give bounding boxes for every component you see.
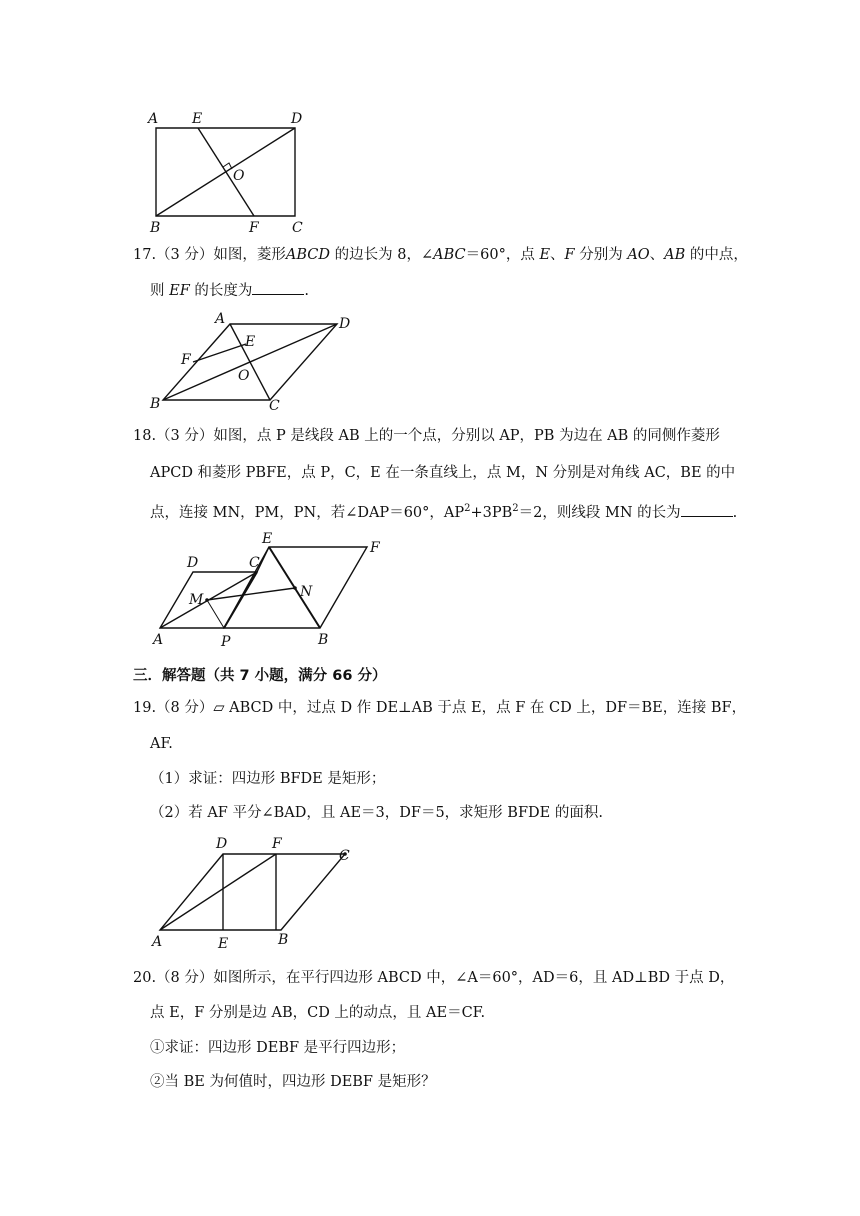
label-b: B: [150, 220, 161, 236]
q20-line-1: 20.（8 分）如图所示，在平行四边形 ABCD 中，∠A＝60°，AD＝6，且 AD⊥BD 于点 D，: [133, 970, 735, 986]
label-a: A: [215, 311, 226, 327]
q20-part-2: ②当 BE 为何值时，四边形 DEBF 是矩形？: [150, 1074, 436, 1090]
q19-part-2: （2）若 AF 平分∠BAD，且 AE＝3，DF＝5，求矩形 BFDE 的面积.: [150, 805, 603, 821]
segment-pm: [207, 600, 224, 628]
answer-blank-q17[interactable]: [252, 280, 304, 295]
segment-pc: [224, 572, 257, 628]
label-c: C: [339, 848, 350, 864]
label-o: O: [233, 168, 245, 184]
label-c: C: [292, 220, 303, 236]
segment-af: [160, 854, 276, 930]
label-d: D: [291, 111, 303, 127]
figure-q17-svg: [145, 312, 365, 412]
figure-q18-svg: [145, 530, 395, 650]
q18-line-3: 点，连接 MN，PM，PN，若∠DAP＝60°，$AP^2+3PB^2=2$，则线段 MN 的长为 .: [150, 503, 738, 521]
label-a: A: [152, 934, 163, 950]
q19-part-1: （1）求证：四边形 BFDE 是矩形；: [150, 771, 386, 787]
label-b: B: [318, 632, 329, 648]
figure-q17: [145, 312, 365, 412]
label-n: N: [300, 584, 313, 600]
label-m: M: [189, 592, 204, 608]
label-f: F: [181, 352, 191, 368]
q19-line-2: AF.: [150, 736, 173, 752]
label-e: E: [245, 334, 256, 350]
label-o: O: [238, 368, 250, 384]
label-f: F: [370, 540, 380, 556]
label-f: F: [272, 836, 282, 852]
label-b: B: [150, 396, 161, 412]
point-n: [293, 586, 297, 590]
segment-ef: [198, 128, 254, 216]
label-a: A: [148, 111, 159, 127]
section-title-3: 三．解答题（共 7 小题，满分 66 分）: [133, 668, 387, 684]
answer-blank-q18[interactable]: [681, 502, 733, 517]
parallelogram-abcd: [160, 854, 345, 930]
label-b: B: [278, 932, 289, 948]
label-d: D: [187, 555, 199, 571]
q18-line-2: APCD 和菱形 PBFE，点 P，C，E 在一条直线上，点 M，N 分别是对角线 AC，BE 的中: [150, 465, 736, 481]
figure-q19: [145, 834, 365, 954]
figure-q19-svg: [145, 834, 365, 954]
point-m: [205, 598, 209, 602]
figure-q16: [140, 108, 320, 238]
segment-ef: [193, 344, 246, 362]
q20-line-2: 点 E，F 分别是边 AB，CD 上的动点，且 AE＝CF.: [150, 1005, 486, 1021]
label-e: E: [262, 531, 273, 547]
label-e: E: [192, 111, 203, 127]
label-c: C: [249, 555, 260, 571]
label-f: F: [249, 220, 259, 236]
q20-part-1: ①求证：四边形 DEBF 是平行四边形；: [150, 1040, 406, 1056]
label-c: C: [269, 398, 280, 414]
q17-line-1: 17.（3 分）如图，菱形ABCD 的边长为 8，∠ABC＝60°，点 E、F 分别为 AO、AB 的中点，: [133, 247, 748, 263]
q19-line-1: 19.（8 分）▱ ABCD 中，过点 D 作 DE⊥AB 于点 E，点 F 在 CD 上，DF＝BE，连接 BF，: [133, 700, 747, 716]
figure-q16-svg: [140, 108, 320, 238]
label-e: E: [218, 936, 229, 952]
label-p: P: [221, 634, 231, 650]
label-d: D: [339, 316, 351, 332]
label-d: D: [216, 836, 228, 852]
q18-line-1: 18.（3 分）如图，点 P 是线段 AB 上的一个点，分别以 AP，PB 为边在 AB 的同侧作菱形: [133, 428, 720, 444]
label-a: A: [153, 632, 164, 648]
figure-q18: [145, 530, 395, 650]
q17-line-2: 则 EF 的长度为 .: [150, 280, 309, 302]
